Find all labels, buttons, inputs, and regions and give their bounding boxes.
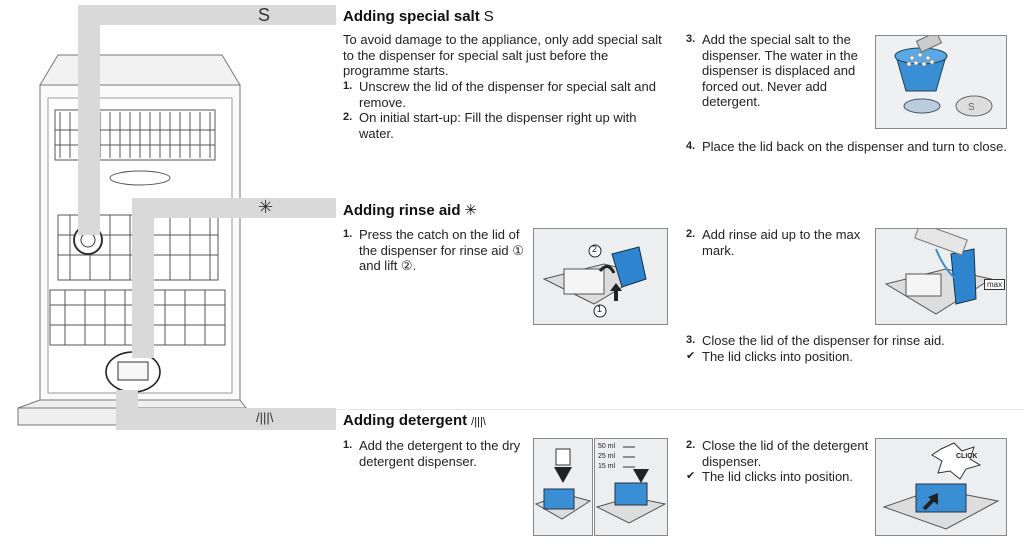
rinse-aid-symbol-icon: ✳	[258, 197, 274, 217]
click-label: CLICK	[956, 453, 978, 460]
rinse-figure-1	[533, 228, 668, 325]
salt-step-4: 4. Place the lid back on the dispenser and turn to close.	[686, 139, 1007, 154]
rinse-heading-icon: ✳	[464, 202, 478, 219]
detergent-symbol-icon: /|||\	[256, 410, 274, 425]
rinse-step-1: 1. Press the catch on the lid of the dispenser for rinse aid ① and lift ②.	[343, 227, 524, 273]
detergent-figure-1	[533, 438, 593, 536]
detergent-heading-icon: /|||\	[471, 416, 486, 428]
salt-step-2: 2. On initial start-up: Fill the dispenser right up with water.	[343, 110, 637, 141]
max-mark-label: max	[984, 279, 1005, 290]
detergent-step-1: 1. Add the detergent to the dry detergent dispenser.	[343, 438, 521, 469]
detergent-heading-text: Adding detergent	[343, 412, 468, 429]
salt-intro: To avoid damage to the appliance, only add special salt to the dispenser for special salt just before the programme starts.	[343, 32, 662, 78]
detergent-step-2: 2. Close the lid of the detergent dispenser.	[686, 438, 869, 469]
rinse-step-2: 2. Add rinse aid up to the max mark.	[686, 227, 861, 258]
salt-step-1: 1. Unscrew the lid of the dispenser for special salt and remove.	[343, 79, 656, 110]
section-divider	[336, 409, 1024, 410]
detergent-figure-3	[875, 438, 1007, 536]
salt-figure	[875, 35, 1007, 129]
detergent-heading	[343, 412, 486, 429]
rinse-result: ✔ The lid clicks into position.	[686, 349, 854, 364]
rinse-figure-marker-1: 1	[597, 304, 603, 314]
salt-heading-icon: S	[483, 8, 494, 25]
salt-heading	[343, 8, 494, 25]
rinse-figure-marker-2: 2	[592, 244, 598, 254]
rinse-heading	[343, 201, 477, 219]
measure-25ml: 25 ml	[598, 453, 616, 460]
measure-50ml: 50 ml	[598, 443, 616, 450]
salt-heading-text: Adding special salt	[343, 8, 480, 25]
detergent-figure-2	[594, 438, 668, 536]
rinse-figure-2	[875, 228, 1007, 325]
measure-15ml: 15 ml	[598, 463, 616, 470]
detergent-result: ✔ The lid clicks into position.	[686, 469, 854, 484]
rinse-heading-text: Adding rinse aid	[343, 202, 461, 219]
dishwasher-illustration	[0, 0, 336, 544]
salt-step-3: 3. Add the special salt to the dispenser. The water in the dispenser is displaced and forced out. Never add detergent.	[686, 32, 858, 109]
rinse-step-3: 3. Close the lid of the dispenser for rinse aid.	[686, 333, 945, 348]
salt-symbol-icon: S	[258, 5, 271, 25]
svg-text:S: S	[968, 102, 975, 113]
